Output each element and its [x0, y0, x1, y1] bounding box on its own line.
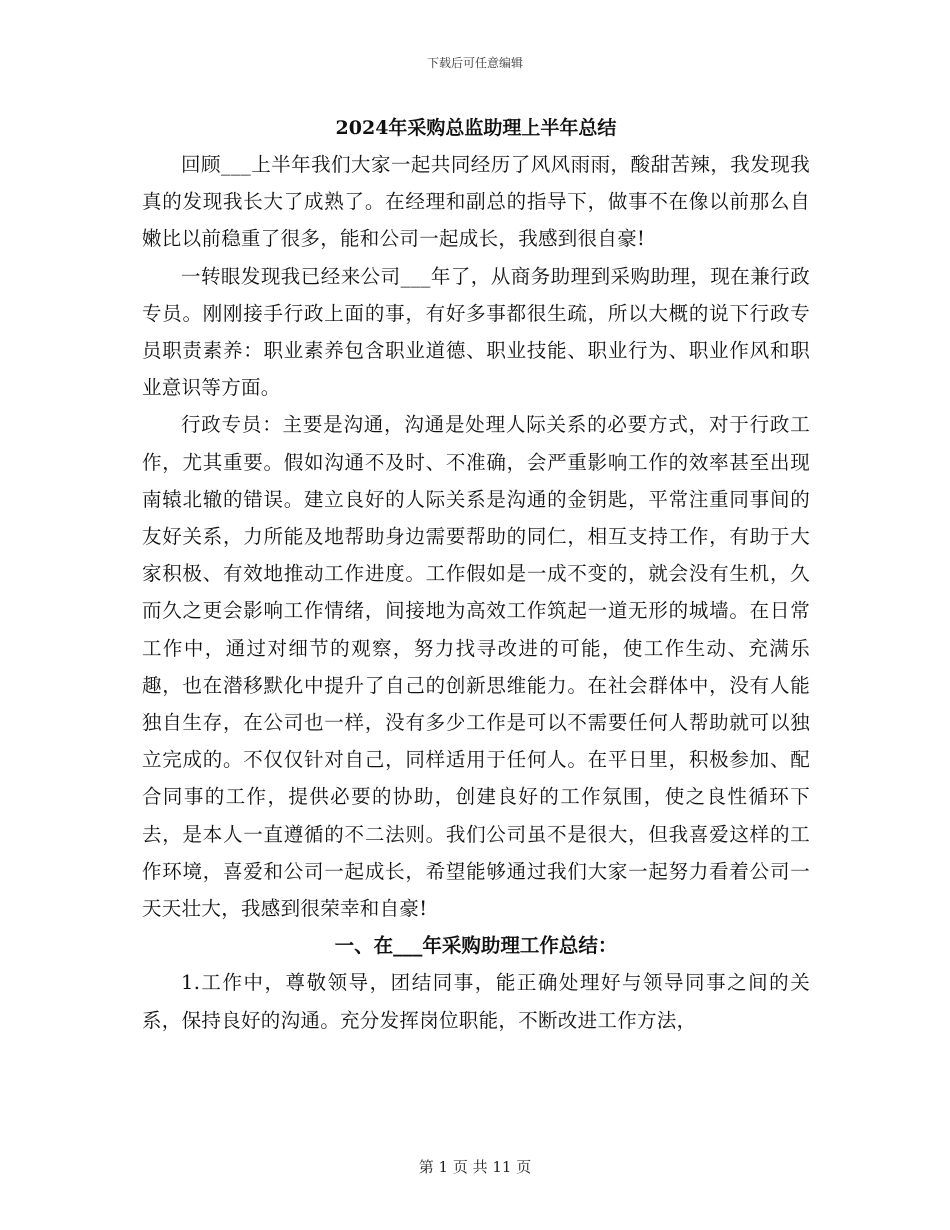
page-number: 第 1 页 共 11 页 — [418, 1158, 532, 1176]
document-body — [142, 112, 810, 1039]
header-note: 下载后可任意编辑 — [426, 56, 523, 70]
paragraph-review: 回顾___上半年我们大家一起共同经历了风风雨雨，酸甜苦辣，我发现我真的发现我长大了成熟了。在经理和副总的指导下，做事不在像以前那么自嫩比以前稳重了很多，能和公司一起成长，我感到很自豪! — [142, 153, 810, 251]
document-title: 2024年采购总监助理上半年总结 — [335, 117, 617, 139]
paragraph-admin-specialist: 行政专员：主要是沟通，沟通是处理人际关系的必要方式，对于行政工作，尤其重要。假如沟通不及时、不准确，会严重影响工作的效率甚至出现南辕北辙的错误。建立良好的人际关系是沟通的金钥匙，平常注重同事间的友好关系，力所能及地帮助身边需要帮助的同仁，相互支持工作，有助于大家积极、有效地推动工作进度。工作假如是一成不变的，就会没有生机，久而久之更会影响工作情绪，间接地为高效工作筑起一道无形的城墙。在日常工作中，通过对细节的观察，努力找寻改进的可能，使工作生动、充满乐趣，也在潜移默化中提升了自己的创新思维能力。在社会群体中，没有人能独自生存，在公司也一样，没有多少工作是可以不需要任何人帮助就可以独立完成的。不仅仅针对自己，同样适用于任何人。在平日里，积极参加、配合同事的工作，提供必要的协助，创建良好的工作氛围，使之良性循环下去，是本人一直遵循的不二法则。我们公司虽不是很大，但我喜爱这样的工作环境，喜爱和公司一起成长，希望能够通过我们大家一起努力看着公司一天天壮大，我感到很荣幸和自豪! — [142, 413, 810, 921]
section-heading: 一、在___年采购助理工作总结： — [334, 934, 618, 958]
paragraph-role: 一转眼发现我已经来公司___年了，从商务助理到采购助理，现在兼行政专员。刚刚接手行政上面的事，有好多事都很生疏，所以大概的说下行政专员职责素养：职业素养包含职业道德、职业技能、职业行为、职业作风和职业意识等方面。 — [142, 264, 810, 400]
paragraph-item-1: 1.工作中，尊敬领导，团结同事，能正确处理好与领导同事之间的关系，保持良好的沟通。充分发挥岗位职能，不断改进工作方法， — [142, 971, 810, 1032]
